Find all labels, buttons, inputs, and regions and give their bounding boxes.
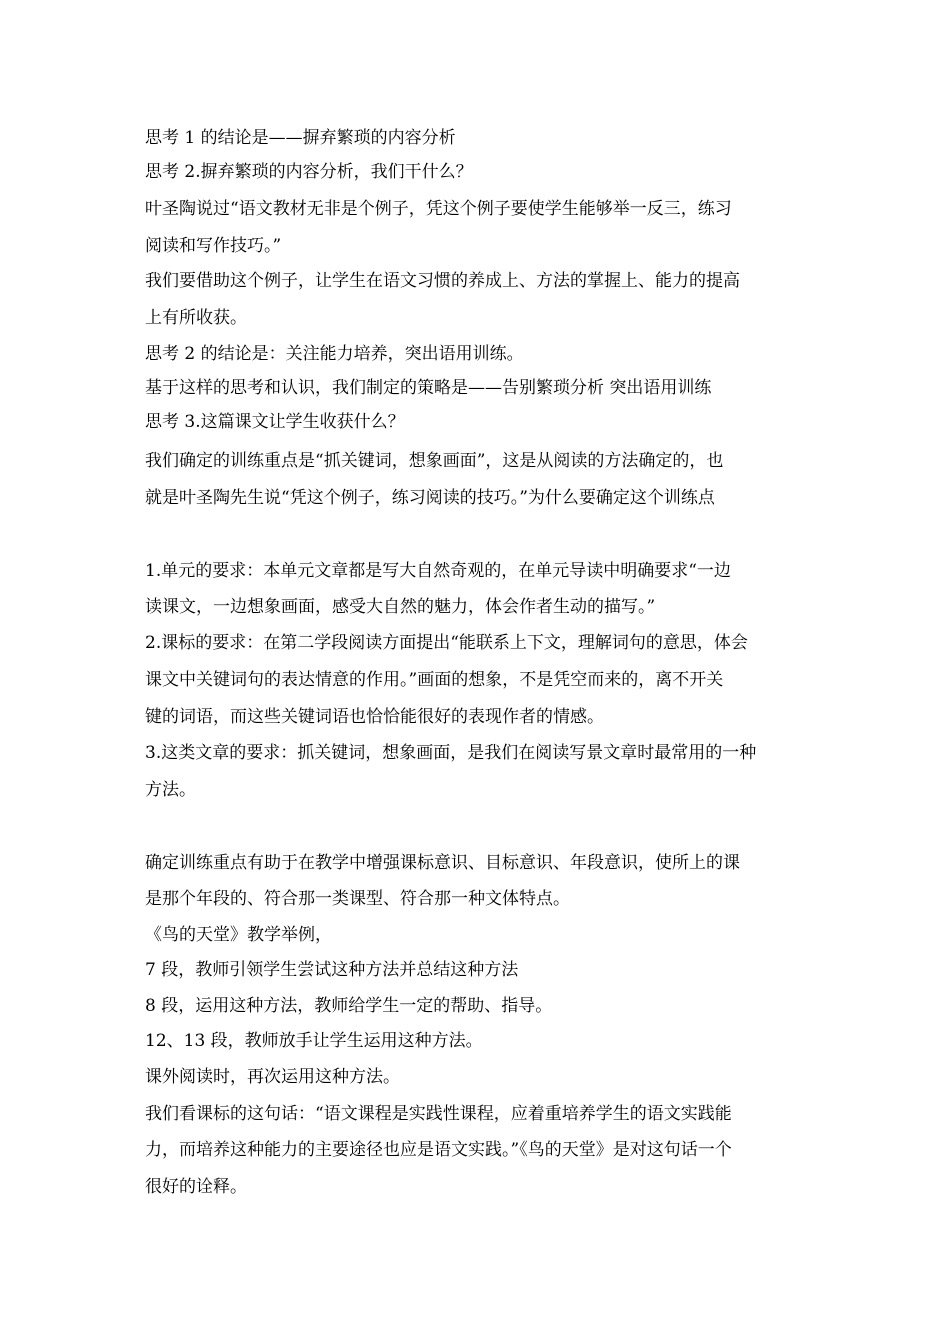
text-line: 基于这样的思考和认识，我们制定的策略是——告别繁琐分析 突出语用训练 <box>145 378 712 398</box>
text-line: 阅读和写作技巧。” <box>145 236 282 256</box>
text-line: 叶圣陶说过“语文教材无非是个例子，凭这个例子要使学生能够举一反三，练习 <box>145 199 732 219</box>
text-line: 力，而培养这种能力的主要途径也应是语文实践。”《鸟的天堂》是对这句话一个 <box>145 1140 732 1160</box>
text-line: 3.这类文章的要求：抓关键词，想象画面，是我们在阅读写景文章时最常用的一种 <box>145 743 757 763</box>
text-line: 7 段，教师引领学生尝试这种方法并总结这种方法 <box>145 960 519 980</box>
text-line: 我们确定的训练重点是“抓关键词，想象画面”，这是从阅读的方法确定的，也 <box>145 451 724 471</box>
text-line: 1.单元的要求：本单元文章都是写大自然奇观的，在单元导读中明确要求“一边 <box>145 561 731 581</box>
text-line: 我们要借助这个例子，让学生在语文习惯的养成上、方法的掌握上、能力的提高 <box>145 271 740 291</box>
text-line: 12、13 段，教师放手让学生运用这种方法。 <box>145 1031 483 1051</box>
text-line: 键的词语，而这些关键词语也恰恰能很好的表现作者的情感。 <box>145 707 604 727</box>
text-line: 课文中关键词句的表达情意的作用。”画面的想象，不是凭空而来的，离不开关 <box>145 670 724 690</box>
text-line: 就是叶圣陶先生说“凭这个例子，练习阅读的技巧。”为什么要确定这个训练点 <box>145 488 715 508</box>
text-line: 思考 3.这篇课文让学生收获什么？ <box>145 412 405 432</box>
text-line: 2.课标的要求：在第二学段阅读方面提出“能联系上下文，理解词句的意思，体会 <box>145 633 748 653</box>
text-line: 方法。 <box>145 780 196 800</box>
text-line: 8 段，运用这种方法，教师给学生一定的帮助、指导。 <box>145 996 553 1016</box>
text-line: 读课文，一边想象画面，感受大自然的魅力，体会作者生动的描写。” <box>145 597 656 617</box>
text-line: 上有所收获。 <box>145 308 247 328</box>
text-line: 是那个年段的、符合那一类课型、符合那一种文体特点。 <box>145 889 570 909</box>
text-line: 很好的诠释。 <box>145 1177 247 1197</box>
text-line: 课外阅读时，再次运用这种方法。 <box>145 1067 400 1087</box>
text-line: 思考 2 的结论是：关注能力培养，突出语用训练。 <box>145 344 524 364</box>
text-line: 《鸟的天堂》教学举例， <box>145 925 332 945</box>
text-line: 我们看课标的这句话：“语文课程是实践性课程，应着重培养学生的语文实践能 <box>145 1104 732 1124</box>
text-line: 思考 2.摒弃繁琐的内容分析，我们干什么？ <box>145 162 473 182</box>
text-line: 确定训练重点有助于在教学中增强课标意识、目标意识、年段意识，使所上的课 <box>145 853 740 873</box>
text-line: 思考 1 的结论是——摒弃繁琐的内容分析 <box>145 128 456 148</box>
